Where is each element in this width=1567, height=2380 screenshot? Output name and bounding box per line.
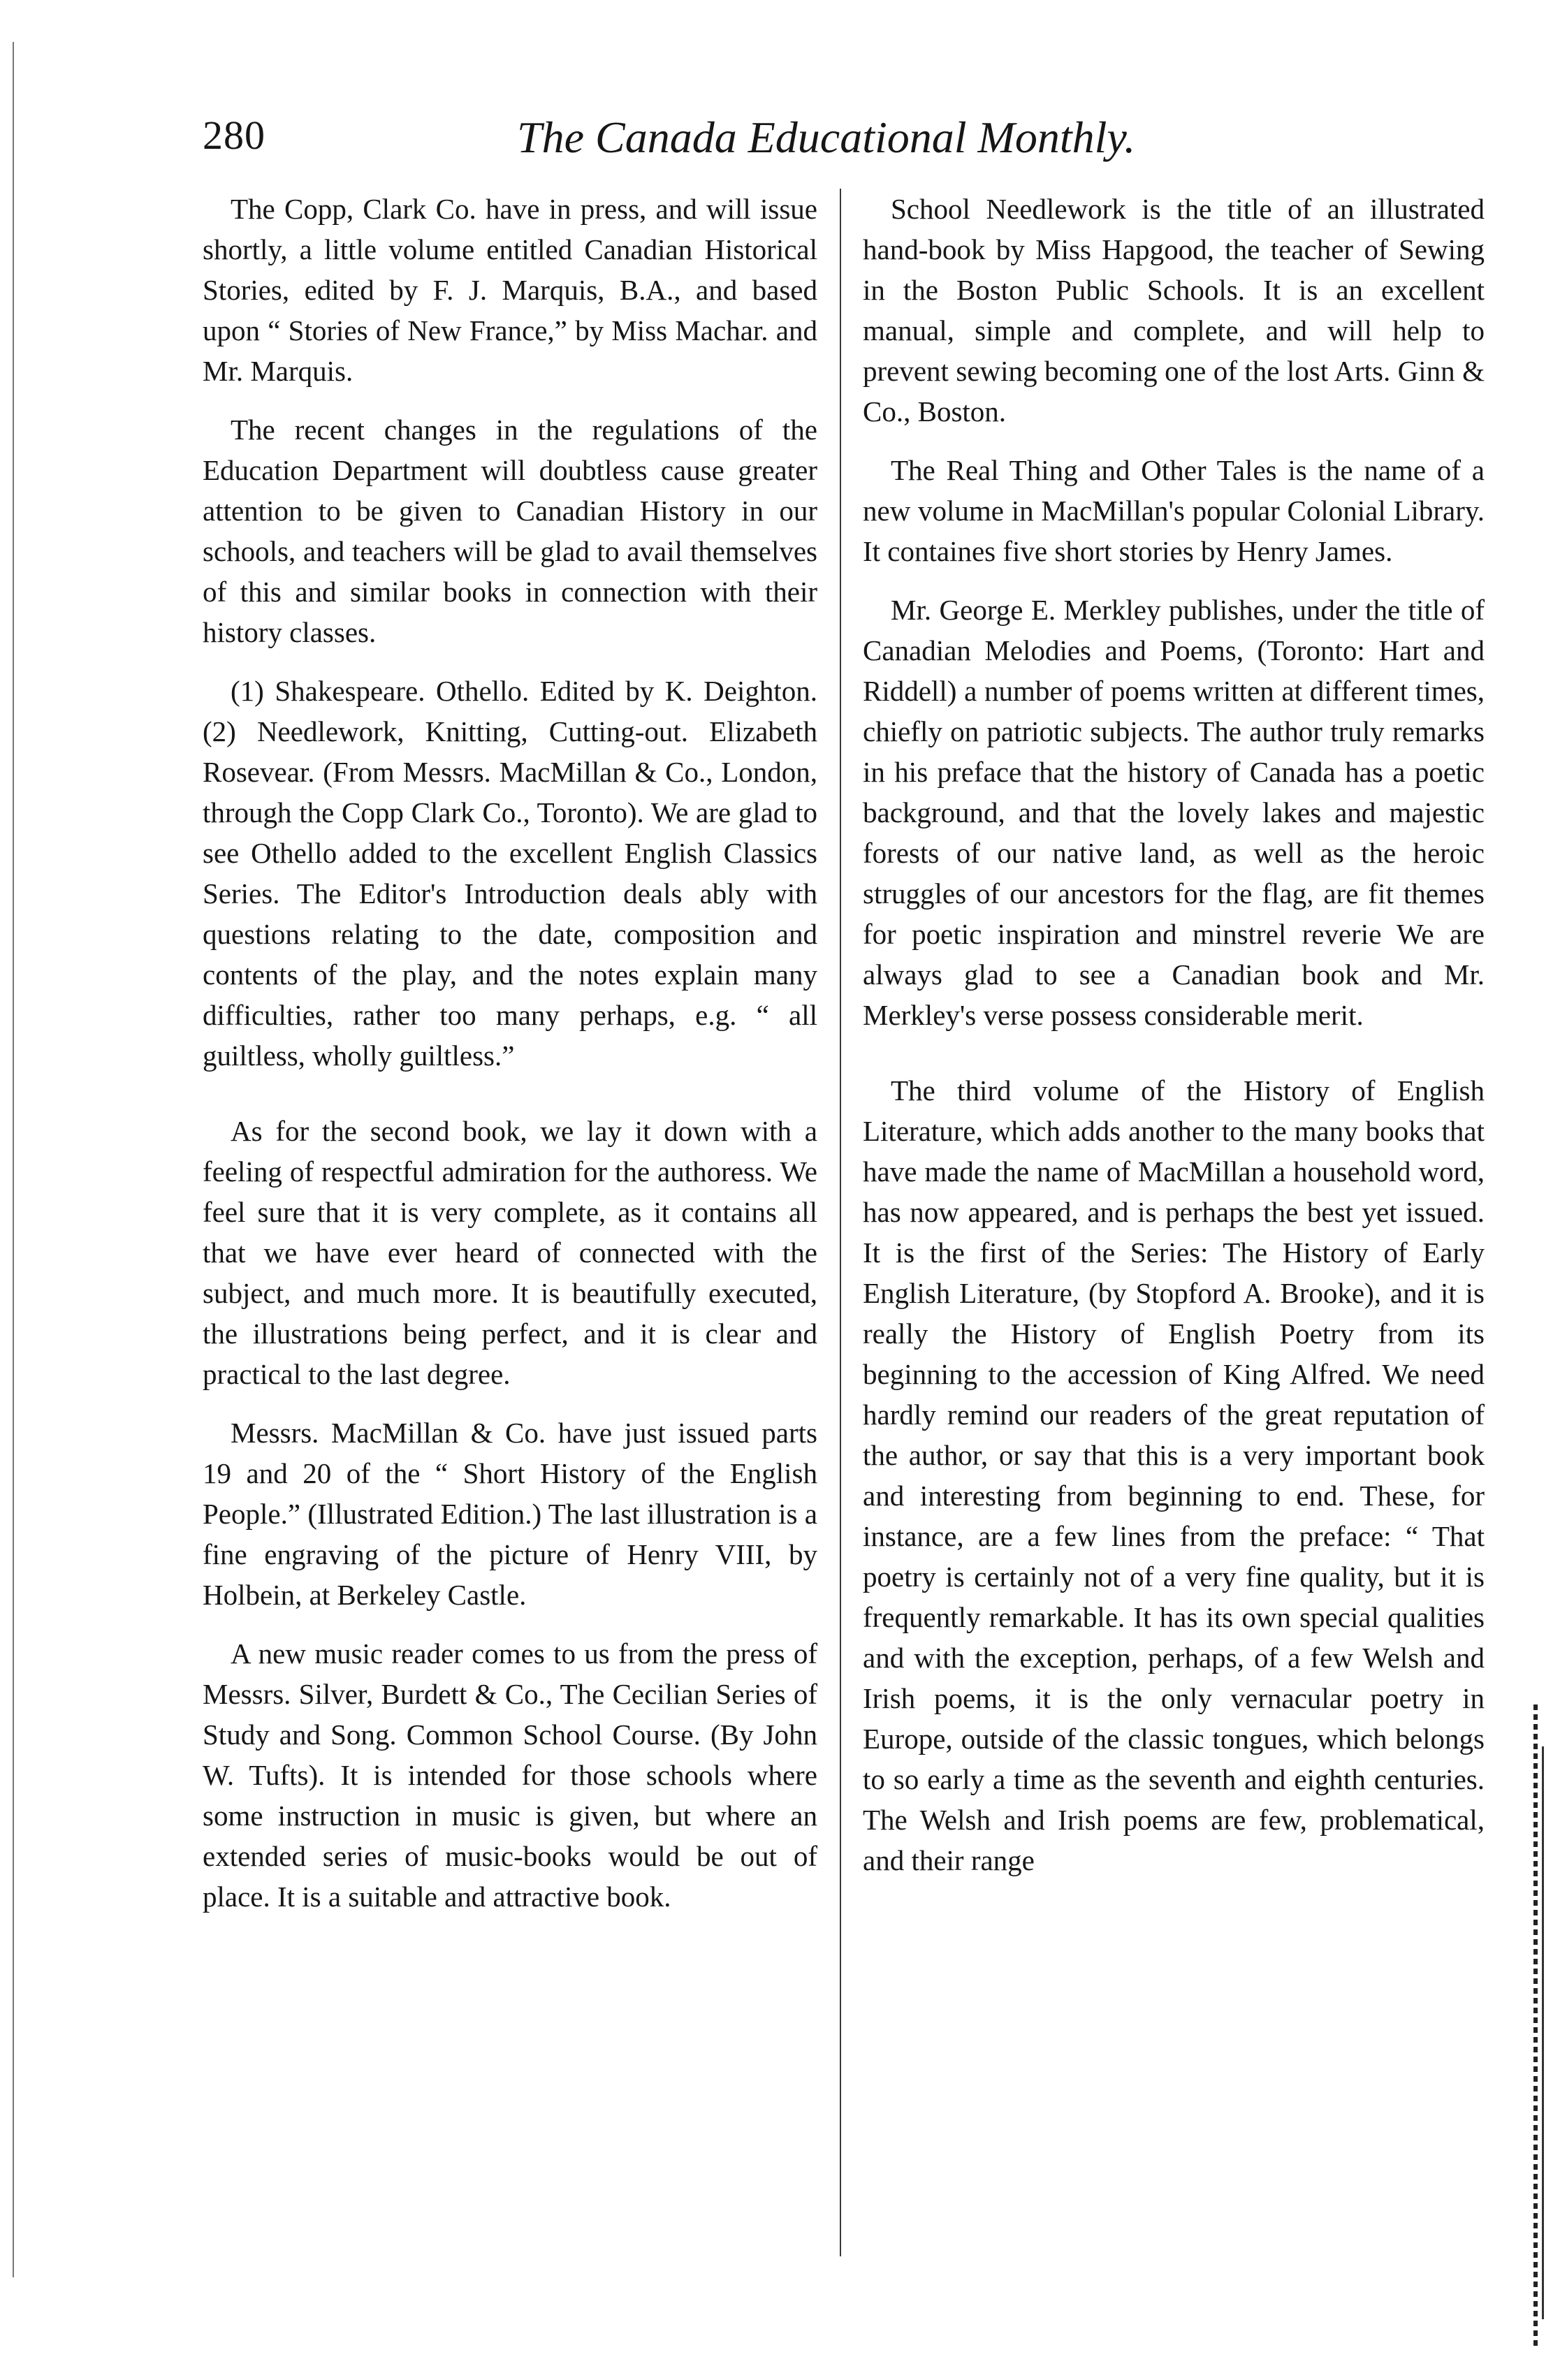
right-column bbox=[863, 189, 1485, 1899]
scan-edge-line bbox=[13, 42, 14, 2277]
paragraph-real-thing: The Real Thing and Other Tales is the name of a new volume in MacMillan's popular Colonial Library. It containes five short stories by Henry James. bbox=[863, 454, 1485, 567]
paragraph-short-history: Messrs. MacMillan & Co. have just issued parts 19 and 20 of the “ Short History of the English People.” (Illustrated Edition.) The last illustration is a fine engraving of the picture of Henry VIII, by Holbein, at Berkeley Castle. bbox=[203, 1417, 817, 1611]
scan-binding-line bbox=[1542, 1746, 1544, 2319]
paragraph-history-english-literature: The third volume of the History of English Literature, which adds another to the many books that have made the name of MacMillan a household word, has now appeared, and is perhaps the best yet issued. It is the first of the Series: The History of Early English Literature, (by Stopford A. Brooke), and it is really the History of English Poetry from its beginning to the accession of King Alfred. We need hardly remind our readers of the great reputation of the author, or say that this is a very important book and interesting from beginning to end. These, for instance, are a few lines from the preface: “ That poetry is certainly not of a very fine quality, but it is frequently remarkable. It has its own special qualities and with the exception, perhaps, of a few Welsh and Irish poems, it is the only vernacular poetry in Europe, outside of the classic tongues, which belongs to so early a time as the seventh and eighth centuries. The Welsh and Irish poems are few, problematical, and their range bbox=[863, 1074, 1485, 1876]
page-number: 280 bbox=[203, 112, 265, 158]
running-title: The Canada Educational Monthly. bbox=[517, 112, 1136, 162]
column-divider bbox=[840, 189, 841, 2256]
paragraph-music-reader: A new music reader comes to us from the press of Messrs. Silver, Burdett & Co., The Cecilian Series of Study and Song. Common School Course. (By John W. Tufts). It is intended for those schools where some instruction in music is given, but where an extended series of music-books would be out of place. It is a suitable and attractive book. bbox=[203, 1637, 817, 1913]
left-column bbox=[203, 189, 817, 1935]
paragraph-othello-needlework: (1) Shakespeare. Othello. Edited by K. Deighton. (2) Needlework, Knitting, Cutting-out. Elizabeth Rosevear. (From Messrs. MacMillan & Co., London, through the Copp Clark Co., Toronto). We are glad to see Othello added to the excellent English Classics Series. The Editor's Introduction deals ably with questions relating to the date, composition and contents of the play, and the notes explain many difficulties, rather too many perhaps, e.g. “ all guiltless, wholly guiltless.” bbox=[203, 675, 817, 1072]
paragraph-copp-clark-announcement: The Copp, Clark Co. have in press, and will issue shortly, a little volume entitled Canadian Historical Stories, edited by F. J. Marquis, B.A., and based upon “ Stories of New France,” by Miss Machar. and Mr. Marquis. bbox=[203, 193, 817, 387]
paragraph-second-book-review: As for the second book, we lay it down with a feeling of respectful admiration for the authoress. We feel sure that it is very complete, as it contains all that we have ever heard of connected with the subject, and much more. It is beautifully executed, the illustrations being perfect, and it is clear and practical to the last degree. bbox=[203, 1115, 817, 1390]
scan-binding-mark bbox=[1533, 1704, 1538, 2347]
paragraph-merkley-poems: Mr. George E. Merkley publishes, under the title of Canadian Melodies and Poems, (Toronto: Hart and Riddell) a number of poems written at different times, chiefly on patriotic subjects. The author truly remarks in his preface that the history of Canada has a poetic background, and that the lovely lakes and majestic forests of our native land, as well as the heroic struggles of our ancestors for the flag, are fit themes for poetic inspiration and minstrel reverie We are always glad to see a Canadian book and Mr. Merkley's verse possess considerable merit. bbox=[863, 594, 1485, 1031]
paragraph-education-regulations: The recent changes in the regulations of the Education Department will doubtless cause greater attention to be given to Canadian History in our schools, and teachers will be glad to avail themselves of this and similar books in connection with their history classes. bbox=[203, 414, 817, 648]
paragraph-school-needlework: School Needlework is the title of an illustrated hand-book by Miss Hapgood, the teacher of Sewing in the Boston Public Schools. It is an excellent manual, simple and complete, and will help to prevent sewing becoming one of the lost Arts. Ginn & Co., Boston. bbox=[863, 193, 1485, 428]
page-header bbox=[203, 112, 1230, 175]
